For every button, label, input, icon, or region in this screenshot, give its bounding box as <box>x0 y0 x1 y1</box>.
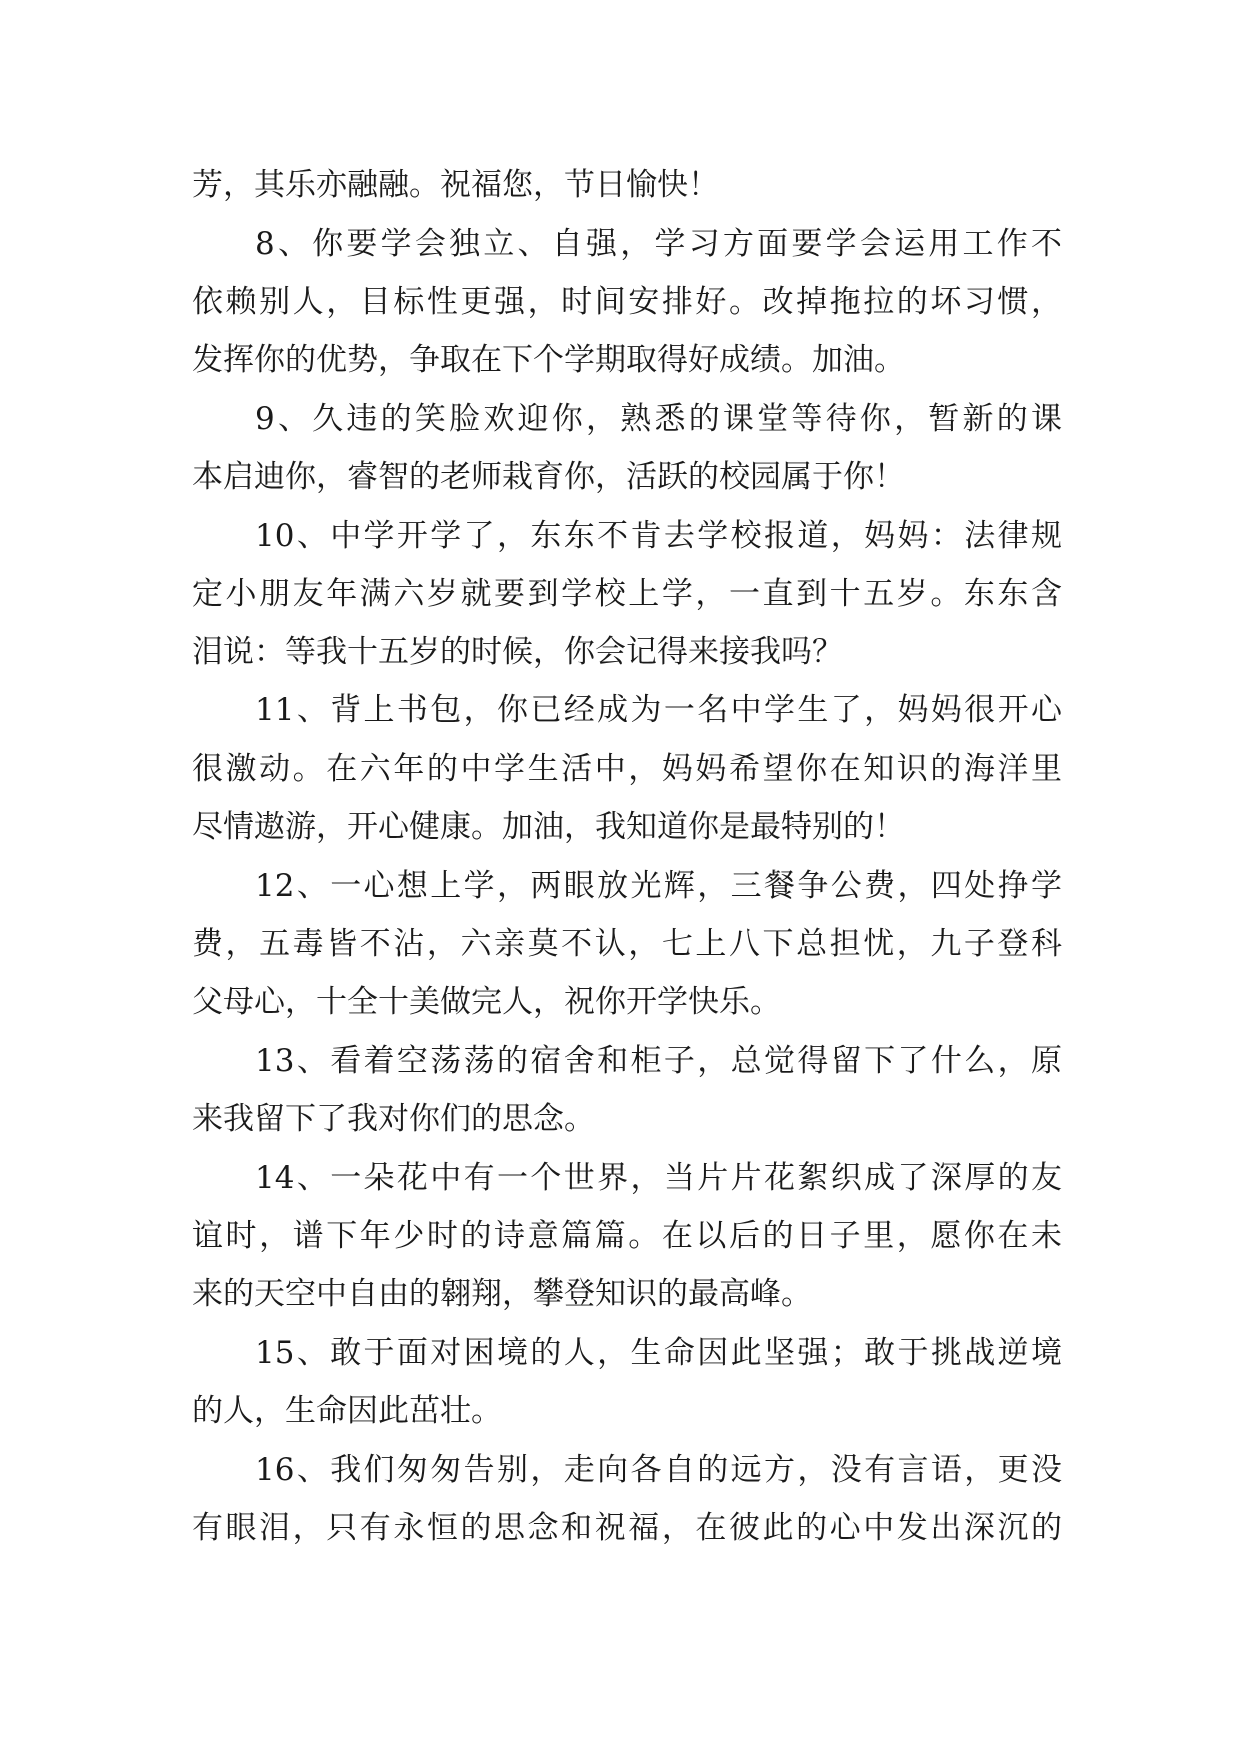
paragraph-10-line: 10、中学开学了，东东不肯去学校报道，妈妈：法律规 <box>255 518 1062 554</box>
text-line: 来我留下了我对你们的思念。 <box>192 1101 595 1137</box>
paragraph-11-line: 11、背上书包，你已经成为一名中学生了，妈妈很开心 <box>255 692 1062 728</box>
paragraph-15-line: 15、敢于面对困境的人，生命因此坚强；敢于挑战逆境 <box>255 1335 1062 1371</box>
paragraph-16-line: 16、我们匆匆告别，走向各自的远方，没有言语，更没 <box>255 1452 1062 1488</box>
text-line: 父母心，十全十美做完人，祝你开学快乐。 <box>192 984 781 1020</box>
text-line: 的人，生命因此茁壮。 <box>192 1393 502 1429</box>
text-line: 发挥你的优势，争取在下个学期取得好成绩。加油。 <box>192 342 905 378</box>
paragraph-12-line: 12、一心想上学，两眼放光辉，三餐争公费，四处挣学 <box>255 868 1062 904</box>
text-line: 定小朋友年满六岁就要到学校上学，一直到十五岁。东东含 <box>192 576 1062 612</box>
text-line: 泪说：等我十五岁的时候，你会记得来接我吗？ <box>192 634 843 670</box>
text-line: 尽情遨游，开心健康。加油，我知道你是最特别的！ <box>192 809 905 845</box>
paragraph-8-line: 8、你要学会独立、自强，学习方面要学会运用工作不 <box>255 226 1062 262</box>
paragraph-9-line: 9、久违的笑脸欢迎你，熟悉的课堂等待你，暂新的课 <box>255 401 1062 437</box>
text-line: 依赖别人，目标性更强，时间安排好。改掉拖拉的坏习惯， <box>192 284 1062 320</box>
text-line: 来的天空中自由的翱翔，攀登知识的最高峰。 <box>192 1276 812 1312</box>
text-line: 很激动。在六年的中学生活中，妈妈希望你在知识的海洋里 <box>192 751 1062 787</box>
text-line: 有眼泪，只有永恒的思念和祝福，在彼此的心中发出深沉的 <box>192 1510 1062 1546</box>
text-line: 费，五毒皆不沾，六亲莫不认，七上八下总担忧，九子登科 <box>192 926 1062 962</box>
paragraph-14-line: 14、一朵花中有一个世界，当片片花絮织成了深厚的友 <box>255 1160 1062 1196</box>
paragraph-13-line: 13、看着空荡荡的宿舍和柜子，总觉得留下了什么，原 <box>255 1043 1062 1079</box>
text-line: 谊时，谱下年少时的诗意篇篇。在以后的日子里，愿你在未 <box>192 1218 1062 1254</box>
text-line: 本启迪你，睿智的老师栽育你，活跃的校园属于你！ <box>192 459 905 495</box>
text-line: 芳，其乐亦融融。祝福您，节日愉快！ <box>192 167 719 203</box>
